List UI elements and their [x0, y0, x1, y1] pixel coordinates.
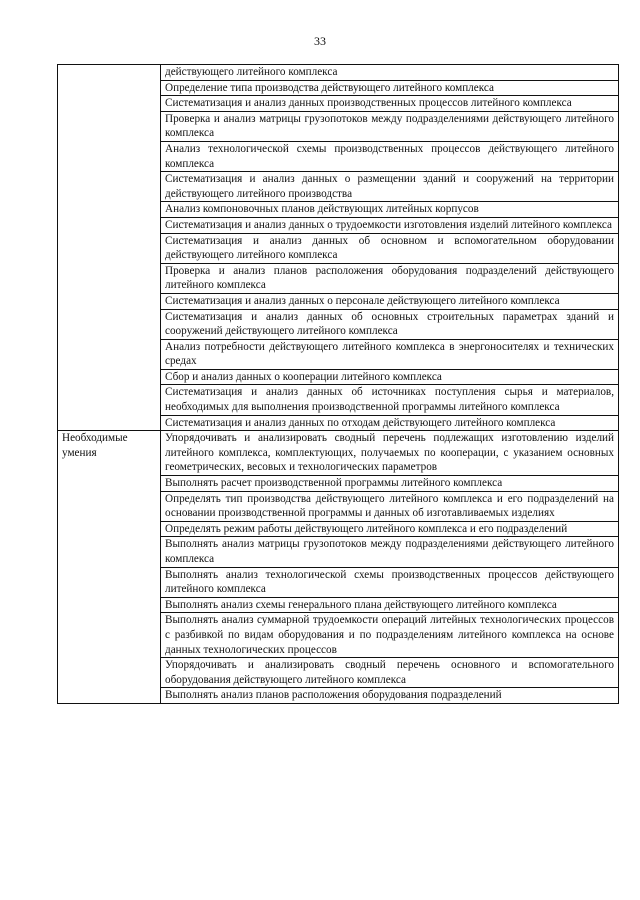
item-cell: [161, 385, 619, 415]
item-text: Проверка и анализ матрицы грузопотоков между подразделениями действующего литейного комплекса: [165, 112, 614, 140]
item-text: Выполнять анализ технологической схемы производственных процессов действующего литейного комплекса: [165, 568, 614, 596]
item-text: Определять режим работы действующего литейного комплекса и его подразделений: [165, 522, 568, 535]
item-cell: [161, 172, 619, 202]
section-label: Необходимые умения: [62, 432, 128, 459]
item-text: действующего литейного комплекса: [165, 66, 338, 78]
item-cell: [161, 293, 619, 309]
item-cell: [161, 369, 619, 385]
item-text: Сбор и анализ данных о кооперации литейного комплекса: [165, 370, 442, 383]
item-text: Выполнять анализ планов расположения оборудования подразделений: [165, 689, 502, 702]
item-text: Анализ компоновочных планов действующих литейных корпусов: [165, 203, 479, 216]
item-text: Определение типа производства действующего литейного комплекса: [165, 81, 494, 94]
item-cell: [161, 415, 619, 431]
item-cell: [161, 309, 619, 339]
item-cell: [161, 613, 619, 658]
section-label-cell: [58, 431, 161, 704]
item-text: Систематизация и анализ данных об основных строительных параметрах зданий и сооружений действующего литейного комплекса: [165, 310, 614, 338]
item-cell: [161, 339, 619, 369]
item-cell: [161, 431, 619, 476]
item-text: Систематизация и анализ данных об основном и вспомогательном оборудовании действующего литейного комплекса: [165, 234, 614, 262]
item-cell: [161, 567, 619, 597]
item-text: Выполнять анализ суммарной трудоемкости операций литейных технологических процессов с разбивкой по видам оборудования и по подразделениям литейного комплекса на основе данных технологических процессов: [165, 614, 614, 656]
item-cell: [161, 263, 619, 293]
section-label-cell: [58, 65, 161, 431]
item-cell: [161, 202, 619, 218]
item-text: Систематизация и анализ данных о размещении зданий и сооружений на территории действующего литейного производства: [165, 173, 614, 200]
item-text: Проверка и анализ планов расположения оборудования подразделений действующего литейного комплекса: [165, 264, 614, 292]
item-text: Систематизация и анализ данных о трудоемкости изготовления изделий литейного комплекса: [165, 218, 612, 231]
table-row: [58, 65, 619, 81]
item-text: Выполнять анализ матрицы грузопотоков между подразделениями действующего литейного комплекса: [165, 538, 614, 565]
item-cell: [161, 491, 619, 521]
requirements-table: [57, 64, 619, 704]
item-text: Выполнять расчет производственной программы литейного комплекса: [165, 477, 503, 490]
item-text: Анализ потребности действующего литейного комплекса в энергоносителях и технических средах: [165, 340, 614, 368]
item-cell: [161, 537, 619, 567]
item-text: Упорядочивать и анализировать сводный перечень подлежащих изготовлению изделий литейного комплекса, комплектующих, получаемых по кооперации, с указанием основных геометрических, весовых и технологических параметров: [165, 432, 614, 474]
item-cell: [161, 688, 619, 704]
item-text: Анализ технологической схемы производственных процессов действующего литейного комплекса: [165, 142, 614, 170]
item-cell: [161, 80, 619, 96]
item-cell: [161, 521, 619, 537]
item-text: Выполнять анализ схемы генерального плана действующего литейного комплекса: [165, 598, 557, 611]
table-row: [58, 431, 619, 476]
item-cell: [161, 96, 619, 112]
item-text: Систематизация и анализ данных производственных процессов литейного комплекса: [165, 97, 572, 110]
page-number: 33: [314, 34, 326, 48]
item-cell: [161, 65, 619, 81]
item-text: Систематизация и анализ данных об источниках поступления сырья и материалов, необходимых для выполнения производственной программы литейного комплекса: [165, 386, 614, 414]
item-cell: [161, 476, 619, 492]
item-text: Определять тип производства действующего литейного комплекса и его подразделений на основании производственной программы и данных об изготавливаемых изделиях: [165, 492, 614, 520]
item-cell: [161, 111, 619, 141]
item-text: Систематизация и анализ данных о персонале действующего литейного комплекса: [165, 294, 560, 307]
item-cell: [161, 658, 619, 688]
item-cell: [161, 597, 619, 613]
item-cell: [161, 233, 619, 263]
item-text: Упорядочивать и анализировать сводный перечень основного и вспомогательного оборудования действующего литейного комплекса: [165, 659, 614, 686]
item-text: Систематизация и анализ данных по отходам действующего литейного комплекса: [165, 416, 556, 429]
item-cell: [161, 217, 619, 233]
item-cell: [161, 141, 619, 171]
